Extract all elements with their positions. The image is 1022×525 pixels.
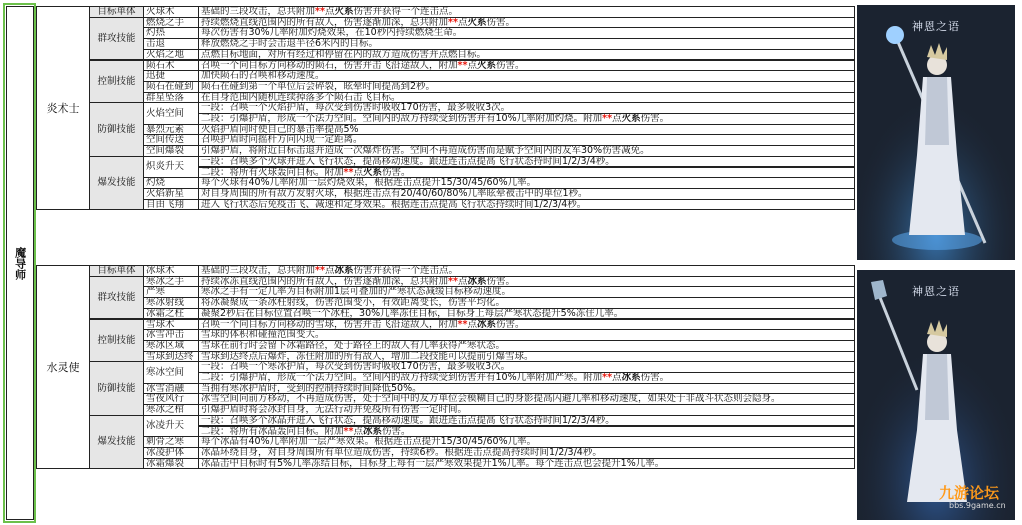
skill-name: 暴烈元素	[143, 124, 199, 136]
skill-group: 防御技能	[89, 102, 144, 157]
desc-text: 点	[467, 59, 477, 71]
skill-group: 目标单体	[89, 6, 144, 18]
desc-text: 点燃目标地面，对所有经过和停留在内的敌方造成伤害并点燃目标。	[201, 48, 487, 60]
skill-name: 火球术	[143, 6, 199, 18]
skill-group: 爆发技能	[89, 156, 144, 211]
desc-text: 伤害。	[640, 372, 670, 384]
skill-name: 冰凌升天	[143, 415, 199, 437]
skill-name: 群星坠落	[143, 92, 199, 104]
desc-text: 加快陨石的召唤和移动速度。	[201, 70, 325, 82]
skill-name: 冰霜之柱	[143, 308, 199, 320]
desc-text: 一段：召唤一个火焰护盾，每次受到伤害时吸收170伤害，最多吸收3次。	[201, 102, 511, 114]
skill-group: 防御技能	[89, 361, 144, 416]
portrait-label: 神恩之语	[912, 285, 960, 298]
element-type: 火系	[476, 59, 496, 71]
skill-name: 空间传送	[143, 134, 199, 146]
skill-name: 自由飞翔	[143, 199, 199, 211]
damage-placeholder: **	[315, 6, 325, 18]
skill-desc	[198, 458, 855, 470]
damage-placeholder: **	[457, 318, 468, 330]
desc-text: 伤害并获得一个连击点。	[353, 265, 458, 277]
element-type: 冰系	[467, 275, 487, 287]
desc-text: 一段：召唤一个寒冰护盾，每次受到伤害时吸收170伤害，最多吸收3次。	[201, 361, 511, 373]
desc-text: 陨石在碰到第一个单位后会碎裂，眩晕时间提高到2秒。	[201, 80, 436, 92]
skill-group: 群攻技能	[89, 17, 144, 61]
mage-figure-icon	[857, 5, 1015, 260]
desc-text: 基础的三段攻击，总共附加	[201, 265, 316, 277]
skill-name: 刺骨之寒	[143, 436, 199, 448]
desc-text: 将冰凝聚成一条冰柱射线，伤害范围变小，有效距离变长，伤害平均化。	[201, 297, 506, 309]
desc-text: 伤害。	[640, 113, 670, 125]
desc-text: 进入飞行状态后免疫击飞、减速和定身效果。根据连击点提高飞行状态持续时间1/2/3/4秒。	[201, 198, 587, 210]
skill-name: 火焰新星	[143, 188, 199, 200]
desc-text: 对自身周围的所有敌方发射火球，根据连击点有20/40/60/80%几率眩晕被击中的单位1秒。	[201, 187, 588, 199]
skill-group: 爆发技能	[89, 415, 144, 470]
element-type: 火系	[334, 6, 354, 18]
damage-placeholder: **	[448, 16, 458, 28]
desc-text: 凝聚2秒后在目标位置召唤一个冰柱，30%几率冻住目标，目标身上每层严寒状态提升5%冻住几率。	[201, 307, 624, 319]
desc-text: 点	[353, 425, 363, 437]
watermark-url: bbs.9game.cn	[949, 501, 1006, 510]
desc-text: 引爆护盾时将会冰封自身，无法行动并免疫所有伤害一定时间。	[201, 404, 468, 416]
skill-name: 严寒	[143, 286, 199, 298]
element-type: 冰系	[476, 318, 496, 330]
element-type: 冰系	[334, 265, 354, 277]
desc-text: 伤害。	[495, 59, 525, 71]
desc-text: 一段：召唤多个火球并进入飞行状态，提高移动速度。跟进连击点提高飞行状态持时间1/2/3/4秒。	[201, 155, 615, 167]
skill-name: 火焰空间	[143, 102, 199, 124]
desc-text: 二段：将所有火球轰向目标。附加	[201, 166, 344, 178]
desc-text: 点	[457, 16, 468, 28]
skill-name: 空间爆裂	[143, 145, 199, 157]
skill-name: 雪球术	[143, 319, 199, 331]
desc-text: 伤害。	[486, 275, 515, 287]
skill-group: 群攻技能	[89, 276, 144, 320]
skill-name: 冰球术	[143, 265, 199, 277]
desc-text: 每次伤害有30%几率附加灼烧效果，在10秒内持续燃烧生命。	[201, 27, 463, 39]
skill-name: 炽炎升天	[143, 156, 199, 178]
skill-name: 陨石在碰到	[143, 81, 199, 93]
skill-desc	[198, 199, 855, 211]
desc-text: 冰雪空间向前方移动，不再造成伤害，处于空间中的友方单位会模糊自己的身影提高闪避几率和移动速度，如果处于非战斗状态则会隐身。	[201, 393, 781, 405]
element-type: 冰系	[621, 372, 641, 384]
skill-name: 寒冰之手	[143, 276, 199, 288]
desc-text: 在自身范围内随机连续掉落多个陨石击飞目标。	[201, 91, 401, 103]
desc-text: 当拥有寒冰护盾时，受到的控制持续时间降低50%。	[201, 382, 422, 394]
watermark-brand: 九游论坛	[939, 484, 1000, 502]
skill-name: 冰霜爆裂	[143, 458, 199, 470]
subclass-name: 水灵使	[36, 265, 90, 469]
damage-placeholder: **	[315, 265, 325, 277]
desc-text: 二段：引爆护盾，形成一个法力空间。空间内的敌方持续受到伤害并有10%几率附加严寒。附加	[201, 372, 603, 384]
character-portrait-water	[857, 270, 1015, 520]
desc-text: 伤害。	[381, 166, 411, 178]
element-type: 火系	[467, 16, 487, 28]
desc-text: 点	[457, 275, 468, 287]
desc-text: 点	[324, 265, 335, 277]
desc-text: 点	[467, 318, 477, 330]
desc-text: 伤害并获得一个连击点。	[353, 6, 458, 18]
desc-text: 雪球的体积和碰撞范围变大。	[201, 329, 325, 341]
skill-group: 控制技能	[89, 60, 144, 104]
damage-placeholder: **	[457, 59, 468, 71]
skill-group: 目标单体	[89, 265, 144, 277]
skill-group: 控制技能	[89, 319, 144, 363]
desc-text: 点	[353, 166, 363, 178]
skill-name: 寒冰区域	[143, 340, 199, 352]
desc-text: 点	[324, 6, 335, 18]
character-portrait-fire	[857, 5, 1015, 260]
skill-name: 雪球到达终	[143, 351, 199, 363]
skill-name: 冰雪消融	[143, 383, 199, 395]
skill-name: 击退	[143, 38, 199, 50]
skill-name: 寒冰射线	[143, 297, 199, 309]
desc-text: 寒冰之手有一定几率为目标附加1层可叠加的严寒状态减缓目标移动速度。	[201, 286, 512, 298]
skill-name: 迅捷	[143, 70, 199, 82]
element-type: 火系	[621, 113, 641, 125]
skill-name: 寒冰之棺	[143, 404, 199, 416]
desc-text: 每个冰晶有40%几率附加一层严寒效果。根据连击点提升15/30/45/60%几率。	[201, 436, 537, 448]
skill-name: 雪夜风行	[143, 393, 199, 405]
subclass-name: 炎术士	[36, 6, 90, 210]
desc-text: 伤害。	[486, 16, 515, 28]
skill-name: 火焰之地	[143, 49, 199, 61]
skill-name: 冰凌护体	[143, 447, 199, 459]
desc-text: 冰晶环绕自身，对自身周围所有单位造成伤害，持续6秒。根据连击点提高持续时间1/2/3/4秒。	[201, 446, 602, 458]
desc-text: 引爆护盾，将附近目标击退并造成一次爆炸伤害。空间不再造成伤害而是赋予空间内的友军30%伤害减免。	[201, 145, 650, 157]
desc-text: 基础的三段攻击，总共附加	[201, 6, 316, 18]
damage-placeholder: **	[602, 113, 613, 125]
skill-name: 燃烧之手	[143, 17, 199, 29]
desc-text: 持续燃烧直线范围内的所有敌人，伤害逐渐加深，总共附加	[201, 16, 449, 28]
desc-text: 冰晶击中目标时有5%几率冻结目标，目标身上每有一层严寒效果提升1%几率。每个连击点也会提升1%几率。	[201, 457, 665, 469]
desc-text: 持续冰冻直线范围内的所有敌人，伤害逐渐加深，总共附加	[201, 275, 449, 287]
class-name: 魔导师	[13, 246, 27, 280]
skill-name: 灼烧	[143, 177, 199, 189]
desc-text: 伤害。	[381, 425, 411, 437]
skill-name: 冰雪冲击	[143, 329, 199, 341]
desc-text: 一段：召唤多个冰晶并进入飞行状态，提高移动速度。跟进连击点提高飞行状态持时间1/2/3/4秒。	[201, 414, 615, 426]
element-type: 冰系	[362, 425, 382, 437]
desc-text: 释放燃烧之手时会击退半径6米内的目标。	[201, 38, 379, 50]
desc-text: 二段：引爆护盾，形成一个法力空间。空间内的敌方持续受到伤害并有10%几率附加灼烧。附加	[201, 113, 603, 125]
desc-text: 点	[612, 372, 622, 384]
desc-text: 火焰护盾同时使自己的暴击率提高5%	[201, 123, 359, 135]
desc-text: 伤害。	[495, 318, 525, 330]
skill-name: 陨石术	[143, 60, 199, 72]
desc-text: 二段：将所有冰晶轰向目标。附加	[201, 425, 344, 437]
damage-placeholder: **	[343, 166, 354, 178]
damage-placeholder: **	[602, 372, 613, 384]
desc-text: 召唤护盾时向摇杆方向闪现一定距离。	[201, 134, 363, 146]
desc-text: 召唤一个向目标方向移动的陨石，伤害并击飞沿途敌人，附加	[201, 59, 458, 71]
damage-placeholder: **	[448, 275, 458, 287]
element-type: 火系	[362, 166, 382, 178]
desc-text: 召唤一个向目标方向移动的雪球，伤害并击飞沿途敌人，附加	[201, 318, 458, 330]
desc-text: 雪球到达终点后爆炸，冻住附加的所有敌人，增加二段技能可以提前引爆雪球。	[201, 350, 534, 362]
desc-text: 点	[612, 113, 622, 125]
desc-text: 雪球在前行时会留下冰霜路径，处于路径上的敌人有几率获得严寒状态。	[201, 339, 506, 351]
skill-name: 灼热	[143, 27, 199, 39]
portrait-label: 神恩之语	[912, 20, 960, 33]
desc-text: 每个火球有40%几率附加一层灼烧效果，根据连击点提升15/30/45/60%几率。	[201, 177, 537, 189]
class-name-cell	[6, 6, 34, 520]
damage-placeholder: **	[343, 425, 354, 437]
skill-name: 寒冰空间	[143, 361, 199, 383]
